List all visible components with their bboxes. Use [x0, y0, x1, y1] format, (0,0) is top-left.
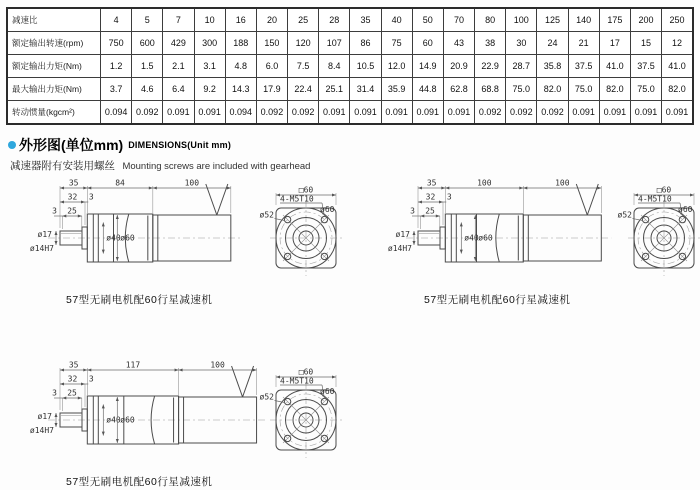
spec-cell: 0.092 [288, 101, 319, 125]
spec-cell: 0.091 [662, 101, 693, 125]
spec-cell: 25 [288, 8, 319, 32]
spec-cell: 200 [630, 8, 661, 32]
svg-text:ø17: ø17 [37, 230, 52, 239]
spec-cell: 12 [662, 32, 693, 55]
spec-cell: 14.9 [412, 55, 443, 78]
spec-cell: 15 [630, 32, 661, 55]
svg-text:32: 32 [425, 192, 436, 202]
spec-cell: 10.5 [350, 55, 381, 78]
svg-text:ø17: ø17 [37, 412, 52, 421]
spec-cell: 82.0 [537, 78, 568, 101]
svg-text:84: 84 [115, 178, 125, 188]
svg-text:ø14H7: ø14H7 [29, 244, 54, 253]
spec-cell: 4 [101, 8, 132, 32]
svg-text:3: 3 [446, 192, 452, 202]
section-note-en: Mounting screws are included with gearhead [122, 161, 311, 172]
spec-cell: 20 [256, 8, 287, 32]
spec-cell: 82.0 [662, 78, 693, 101]
spec-cell: 41.0 [662, 55, 693, 78]
bullet-icon [8, 141, 16, 149]
spec-cell: 250 [662, 8, 693, 32]
spec-cell: 37.5 [630, 55, 661, 78]
spec-row-label: 减速比 [7, 8, 101, 32]
spec-cell: 0.091 [412, 101, 443, 125]
spec-cell: 2.1 [163, 55, 194, 78]
svg-text:ø60: ø60 [320, 387, 335, 396]
diagram-caption-3: 57型无刷电机配60行星减速机 [66, 476, 213, 488]
dimension-diagram-3 [20, 354, 352, 489]
svg-text:35: 35 [68, 178, 79, 188]
spec-cell: 0.091 [350, 101, 381, 125]
spec-cell: 300 [194, 32, 225, 55]
spec-cell: 150 [256, 32, 287, 55]
spec-cell: 70 [443, 8, 474, 32]
spec-cell: 7 [163, 8, 194, 32]
spec-cell: 50 [412, 8, 443, 32]
svg-text:3: 3 [52, 206, 57, 216]
spec-cell: 25.1 [319, 78, 350, 101]
spec-cell: 100 [506, 8, 537, 32]
svg-text:ø14H7: ø14H7 [387, 244, 412, 253]
spec-cell: 40 [381, 8, 412, 32]
svg-text:35: 35 [426, 178, 437, 188]
spec-cell: 80 [475, 8, 506, 32]
spec-row-label: 额定输出力矩(Nm) [7, 55, 101, 78]
svg-text:35: 35 [68, 360, 79, 370]
svg-text:ø60: ø60 [120, 415, 135, 425]
spec-cell: 1.2 [101, 55, 132, 78]
svg-text:32: 32 [67, 374, 78, 384]
spec-cell: 24 [537, 32, 568, 55]
spec-cell: 8.4 [319, 55, 350, 78]
spec-cell: 7.5 [288, 55, 319, 78]
spec-cell: 0.091 [568, 101, 599, 125]
spec-cell: 0.094 [225, 101, 256, 125]
svg-text:32: 32 [67, 192, 78, 202]
spec-cell: 429 [163, 32, 194, 55]
spec-cell: 1.5 [132, 55, 163, 78]
spec-row [7, 8, 693, 32]
spec-cell: 107 [319, 32, 350, 55]
spec-cell: 75.0 [630, 78, 661, 101]
svg-text:ø14H7: ø14H7 [29, 426, 54, 435]
spec-cell: 82.0 [599, 78, 630, 101]
spec-cell: 0.091 [630, 101, 661, 125]
spec-cell: 0.091 [381, 101, 412, 125]
spec-cell: 0.091 [194, 101, 225, 125]
spec-cell: 14.3 [225, 78, 256, 101]
spec-cell: 35.8 [537, 55, 568, 78]
spec-cell: 37.5 [568, 55, 599, 78]
svg-text:ø40: ø40 [464, 233, 479, 243]
spec-row-label: 最大输出力矩(Nm) [7, 78, 101, 101]
spec-row-label: 额定输出转速(rpm) [7, 32, 101, 55]
spec-cell: 188 [225, 32, 256, 55]
spec-row-label: 转动惯量(kgcm²) [7, 101, 101, 125]
spec-cell: 0.091 [163, 101, 194, 125]
dimension-diagram-2 [378, 172, 700, 307]
spec-cell: 44.8 [412, 78, 443, 101]
spec-cell: 4.8 [225, 55, 256, 78]
spec-cell: 28.7 [506, 55, 537, 78]
svg-text:117: 117 [125, 360, 141, 370]
diagram-caption-2: 57型无刷电机配60行星减速机 [424, 294, 571, 306]
svg-text:25: 25 [67, 206, 77, 216]
spec-cell: 750 [101, 32, 132, 55]
spec-row [7, 32, 693, 55]
svg-text:ø52: ø52 [259, 210, 274, 220]
spec-cell: 41.0 [599, 55, 630, 78]
spec-table [6, 7, 694, 125]
gearmotor-drawing-3 [20, 354, 350, 466]
svg-text:100: 100 [184, 178, 200, 188]
spec-cell: 43 [443, 32, 474, 55]
svg-text:100: 100 [210, 360, 225, 370]
spec-cell: 175 [599, 8, 630, 32]
spec-cell: 6.4 [163, 78, 194, 101]
spec-cell: 125 [537, 8, 568, 32]
spec-cell: 21 [568, 32, 599, 55]
spec-cell: 17 [599, 32, 630, 55]
svg-text:□60: □60 [298, 367, 314, 377]
section-title [8, 135, 231, 155]
svg-text:ø60: ø60 [320, 205, 335, 214]
spec-cell: 0.092 [537, 101, 568, 125]
svg-text:3: 3 [88, 374, 94, 384]
spec-cell: 31.4 [350, 78, 381, 101]
spec-cell: 5 [132, 8, 163, 32]
spec-cell: 22.4 [288, 78, 319, 101]
spec-cell: 16 [225, 8, 256, 32]
spec-cell: 120 [288, 32, 319, 55]
spec-cell: 38 [475, 32, 506, 55]
svg-text:100: 100 [477, 178, 492, 188]
spec-cell: 0.091 [599, 101, 630, 125]
spec-cell: 75 [381, 32, 412, 55]
spec-cell: 9.2 [194, 78, 225, 101]
spec-cell: 35.9 [381, 78, 412, 101]
section-title-zh: 外形图(单位mm) [19, 137, 124, 153]
gearmotor-drawing-1 [20, 172, 350, 284]
spec-table-body [7, 8, 693, 124]
spec-cell: 62.8 [443, 78, 474, 101]
svg-text:25: 25 [67, 388, 77, 398]
section-title-en: DIMENSIONS(Unit mm) [128, 140, 232, 150]
svg-text:3: 3 [410, 206, 415, 216]
spec-cell: 0.092 [506, 101, 537, 125]
diagram-caption-1: 57型无刷电机配60行星减速机 [66, 294, 213, 306]
spec-cell: 0.094 [101, 101, 132, 125]
spec-cell: 30 [506, 32, 537, 55]
spec-cell: 140 [568, 8, 599, 32]
svg-text:ø60: ø60 [678, 205, 693, 214]
spec-cell: 0.091 [319, 101, 350, 125]
spec-cell: 0.091 [443, 101, 474, 125]
spec-cell: 12.0 [381, 55, 412, 78]
dimension-diagram-1 [20, 172, 352, 307]
spec-cell: 22.9 [475, 55, 506, 78]
gearmotor-drawing-2 [378, 172, 700, 284]
svg-text:ø17: ø17 [395, 230, 410, 239]
spec-cell: 28 [319, 8, 350, 32]
spec-cell: 0.092 [132, 101, 163, 125]
spec-cell: 6.0 [256, 55, 287, 78]
spec-cell: 86 [350, 32, 381, 55]
svg-text:4-M5T10: 4-M5T10 [638, 194, 672, 204]
spec-cell: 3.1 [194, 55, 225, 78]
svg-text:4-M5T10: 4-M5T10 [280, 376, 314, 386]
svg-text:ø52: ø52 [617, 210, 632, 220]
svg-text:100: 100 [555, 178, 570, 188]
spec-row [7, 55, 693, 78]
svg-text:25: 25 [425, 206, 435, 216]
spec-cell: 600 [132, 32, 163, 55]
svg-text:ø40: ø40 [106, 415, 121, 425]
spec-row [7, 101, 693, 125]
spec-cell: 0.092 [475, 101, 506, 125]
svg-text:ø40: ø40 [106, 233, 121, 243]
svg-text:3: 3 [88, 192, 94, 202]
svg-text:ø60: ø60 [478, 233, 493, 243]
spec-cell: 75.0 [506, 78, 537, 101]
spec-cell: 68.8 [475, 78, 506, 101]
spec-cell: 3.7 [101, 78, 132, 101]
spec-cell: 60 [412, 32, 443, 55]
spec-cell: 20.9 [443, 55, 474, 78]
section-note-zh: 减速器附有安装用螺丝 [10, 160, 115, 172]
spec-cell: 4.6 [132, 78, 163, 101]
spec-cell: 10 [194, 8, 225, 32]
svg-text:3: 3 [52, 388, 57, 398]
spec-cell: 75.0 [568, 78, 599, 101]
svg-text:□60: □60 [298, 185, 314, 195]
spec-cell: 17.9 [256, 78, 287, 101]
svg-text:ø52: ø52 [259, 392, 274, 402]
spec-cell: 0.092 [256, 101, 287, 125]
svg-text:4-M5T10: 4-M5T10 [280, 194, 314, 204]
svg-text:ø60: ø60 [120, 233, 135, 243]
spec-row [7, 78, 693, 101]
svg-text:□60: □60 [656, 185, 672, 195]
spec-cell: 35 [350, 8, 381, 32]
